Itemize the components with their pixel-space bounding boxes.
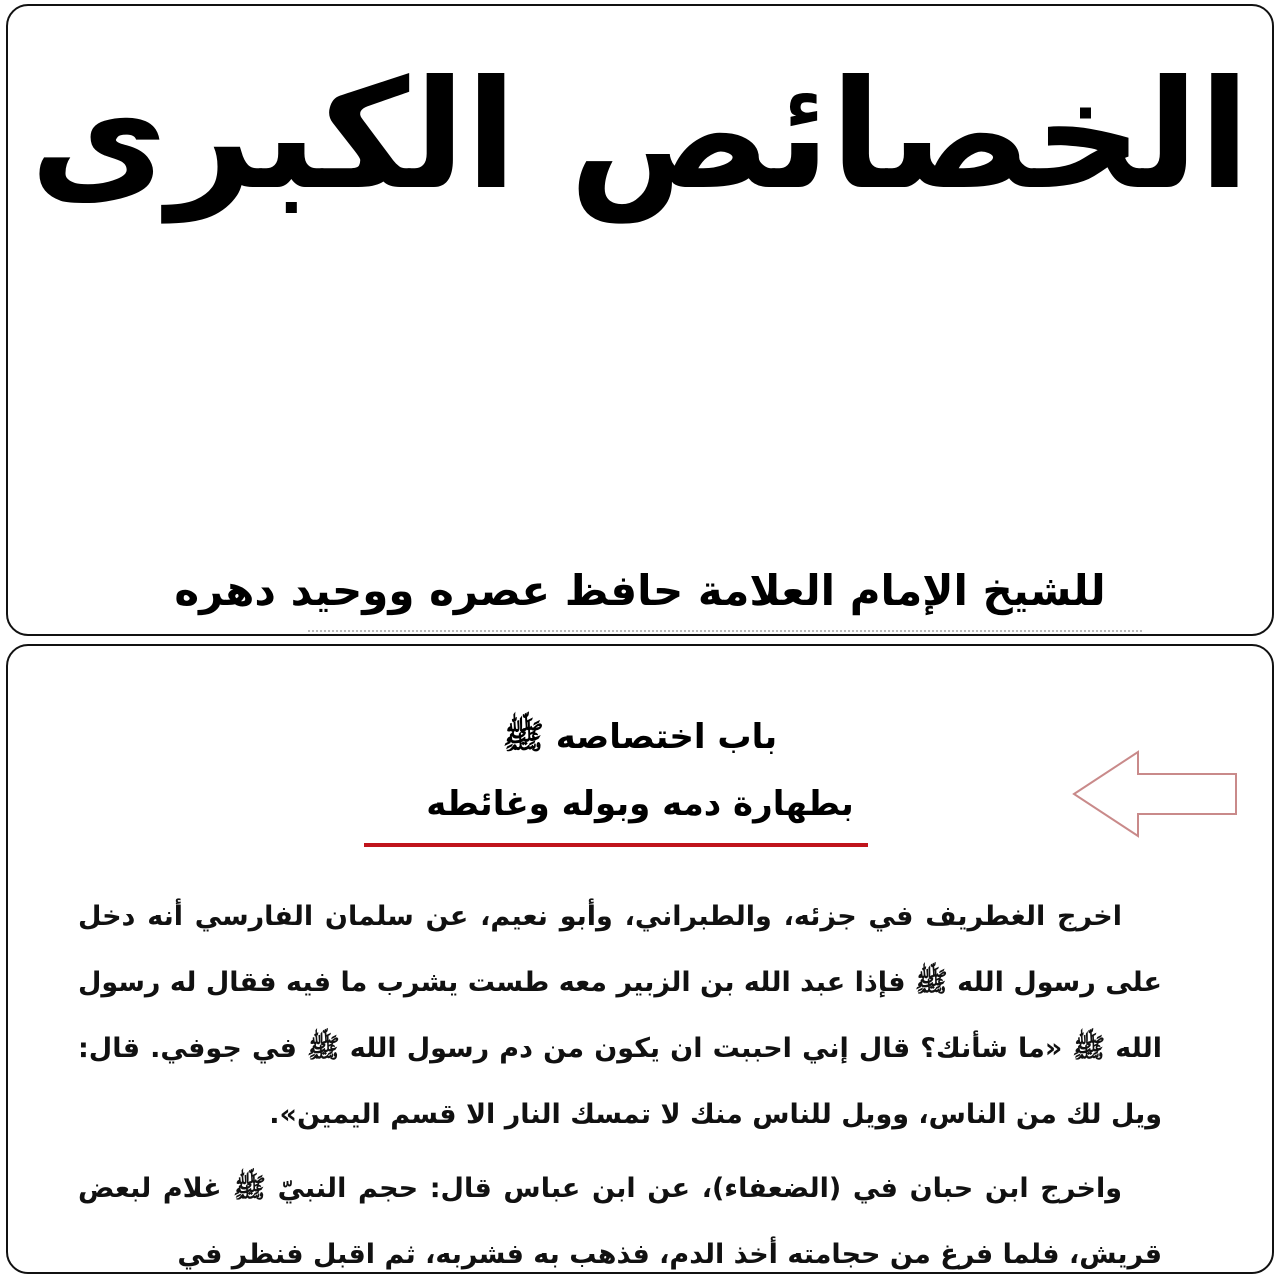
body-text (78, 884, 1162, 1274)
left-arrow-outline-icon (1070, 746, 1240, 842)
red-underline (364, 843, 868, 847)
chapter-title: باب اختصاصه ﷺ (502, 717, 778, 757)
page-panel (6, 644, 1274, 1274)
author-line: للشيخ الإمام العلامة حافظ عصره ووحيد دهره (174, 566, 1106, 615)
cropped-text-line (308, 630, 1142, 636)
chapter-subtitle: بطهارة دمه وبوله وغائطه (426, 784, 854, 824)
cover-panel (6, 4, 1274, 636)
paragraph: اخرج الغطريف في جزئه، والطبراني، وأبو نعيم، عن سلمان الفارسي أنه دخل على رسول الله ﷺ فإذا عبد الله بن الزبير معه طست يشرب ما فيه فقال له رسول الله ﷺ «ما شأنك؟ قال إني احببت ان يكون من دم رسول الله ﷺ في جوفي. قال: ويل لك من الناس، وويل للناس منك لا تمسك النار الا قسم اليمين». (78, 901, 1162, 1130)
paragraph: واخرج ابن حبان في (الضعفاء)، عن ابن عباس قال: حجم النبيّ ﷺ غلام لبعض قريش، فلما فرغ من حجامته أخذ الدم، فذهب به فشربه، ثم اقبل فنظر في (78, 1173, 1162, 1270)
book-title: الخصائص الكبرى (29, 49, 1251, 223)
